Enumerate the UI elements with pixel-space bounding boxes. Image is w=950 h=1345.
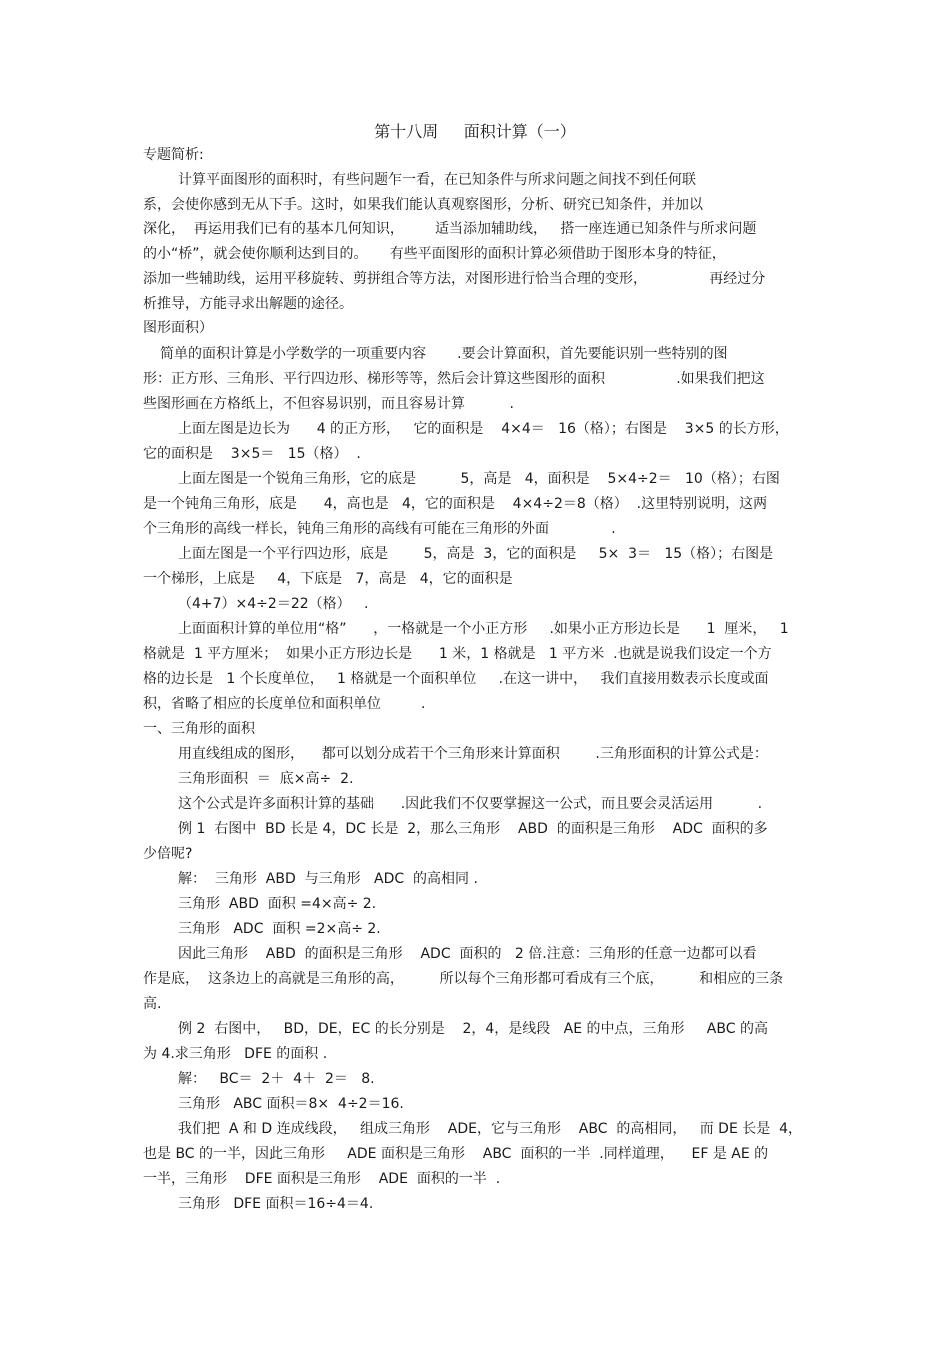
text-line: 格的边长是 1 个长度单位， 1 格就是一个面积单位 .在这一讲中， 我们直接用数表示长度或面: [143, 671, 769, 687]
text-line: 格就是 1 平方厘米； 如果小正方形边长是 1 米，1 格就是 1 平方米 .也就是说我们设定一个方: [143, 646, 772, 662]
text-line: 解： BC＝ 2＋ 4＋ 2＝ 8.: [178, 1071, 375, 1087]
text-line: 三角形 ABD 面积 =4×高÷ 2.: [178, 896, 377, 912]
text-line: 上面左图是一个锐角三角形，它的底是 5，高是 4，面积是 5×4÷2＝ 10（格）；右图: [178, 471, 780, 487]
text-line: 个三角形的高线一样长，钝角三角形的高线有可能在三角形的外面 .: [143, 521, 616, 537]
text-line: 三角形 ABC 面积＝8× 4÷2＝16.: [178, 1096, 404, 1112]
text-line: 计算平面图形的面积时，有些问题乍一看，在已知条件与所求问题之间找不到任何联: [178, 172, 696, 188]
text-line: （4+7）×4÷2＝22（格） .: [178, 596, 369, 612]
page-title: 第十八周 面积计算（一）: [374, 122, 576, 141]
text-line: 这个公式是许多面积计算的基础 .因此我们不仅要掌握这一公式，而且要会灵活运用 .: [178, 796, 763, 812]
text-line: 一半，三角形 DFE 面积是三角形 ADE 面积的一半 .: [143, 1171, 501, 1187]
text-line: 简单的面积计算是小学数学的一项重要内容 .要会计算面积，首先要能识别一些特别的图: [160, 346, 728, 362]
text-line: 也是 BC 的一半，因此三角形 ADE 面积是三角形 ABC 面积的一半 .同样道理， EF 是 AE 的: [143, 1146, 769, 1162]
text-line: 一、三角形的面积: [143, 721, 255, 737]
text-line: 形：正方形、三角形、平行四边形、梯形等等，然后会计算这些图形的面积 .如果我们把这: [143, 371, 765, 387]
text-line: 一个梯形，上底是 4，下底是 7，高是 4，它的面积是: [143, 571, 513, 587]
text-line: 我们把 A 和 D 连成线段， 组成三角形 ADE，它与三角形 ABC 的高相同， 而 DE 长是 4，: [178, 1121, 803, 1137]
text-line: 三角形 DFE 面积＝16÷4＝4.: [178, 1196, 374, 1212]
text-line: 三角形面积 ＝ 底×高÷ 2.: [178, 771, 354, 787]
text-line: 高.: [143, 996, 162, 1012]
text-line: 例 1 右图中 BD 长是 4，DC 长是 2，那么三角形 ABD 的面积是三角形 ADC 面积的多: [178, 821, 768, 837]
text-line: 三角形 ADC 面积 =2×高÷ 2.: [178, 921, 381, 937]
text-line: 积，省略了相应的长度单位和面积单位 .: [143, 696, 426, 712]
text-line: 些图形画在方格纸上，不但容易识别，而且容易计算 .: [143, 396, 514, 412]
text-line: 添加一些辅助线，运用平移旋转、剪拼组合等方法，对图形进行恰当合理的变形， 再经过分: [143, 271, 766, 287]
text-line: 它的面积是 3×5＝ 15（格） .: [143, 446, 361, 462]
text-line: 作是底， 这条边上的高就是三角形的高， 所以每个三角形都可看成有三个底， 和相应的三条: [143, 971, 784, 987]
text-line: 专题简析:: [143, 147, 204, 163]
text-line: 析推导，方能寻求出解题的途径。: [143, 296, 353, 312]
text-line: 例 2 右图中， BD，DE，EC 的长分别是 2，4，是线段 AE 的中点，三角形 ABC 的高: [178, 1021, 768, 1037]
text-line: 深化， 再运用我们已有的基本几何知识， 适当添加辅助线， 搭一座连通已知条件与所求问题: [143, 221, 757, 237]
text-line: 因此三角形 ABD 的面积是三角形 ADC 面积的 2 倍.注意：三角形的任意一边都可以看: [178, 946, 757, 962]
text-line: 系，会使你感到无从下手。这时，如果我们能认真观察图形，分析、研究已知条件，并加以: [143, 197, 703, 213]
text-line: 上面左图是边长为 4 的正方形， 它的面积是 4×4＝ 16（格）；右图是 3×5 的长方形，: [178, 421, 789, 437]
text-line: 上面面积计算的单位用“格” ，一格就是一个小正方形 .如果小正方形边长是 1 厘米， 1: [178, 621, 789, 637]
text-line: 少倍呢?: [143, 846, 193, 862]
text-line: 上面左图是一个平行四边形，底是 5，高是 3，它的面积是 5× 3＝ 15（格）；右图是: [178, 546, 774, 562]
text-line: 的小“桥”，就会使你顺利达到目的。 有些平面图形的面积计算必须借助于图形本身的特征，: [143, 246, 726, 262]
text-line: 是一个钝角三角形，底是 4，高也是 4，它的面积是 4×4÷2＝8（格） .这里特别说明，这两: [143, 496, 768, 512]
text-line: 为 4.求三角形 DFE 的面积 .: [143, 1046, 328, 1062]
text-line: 用直线组成的图形， 都可以划分成若干个三角形来计算面积 .三角形面积的计算公式是：: [178, 746, 768, 762]
text-line: 图形面积）: [143, 320, 213, 336]
text-line: 解： 三角形 ABD 与三角形 ADC 的高相同 .: [178, 871, 478, 887]
